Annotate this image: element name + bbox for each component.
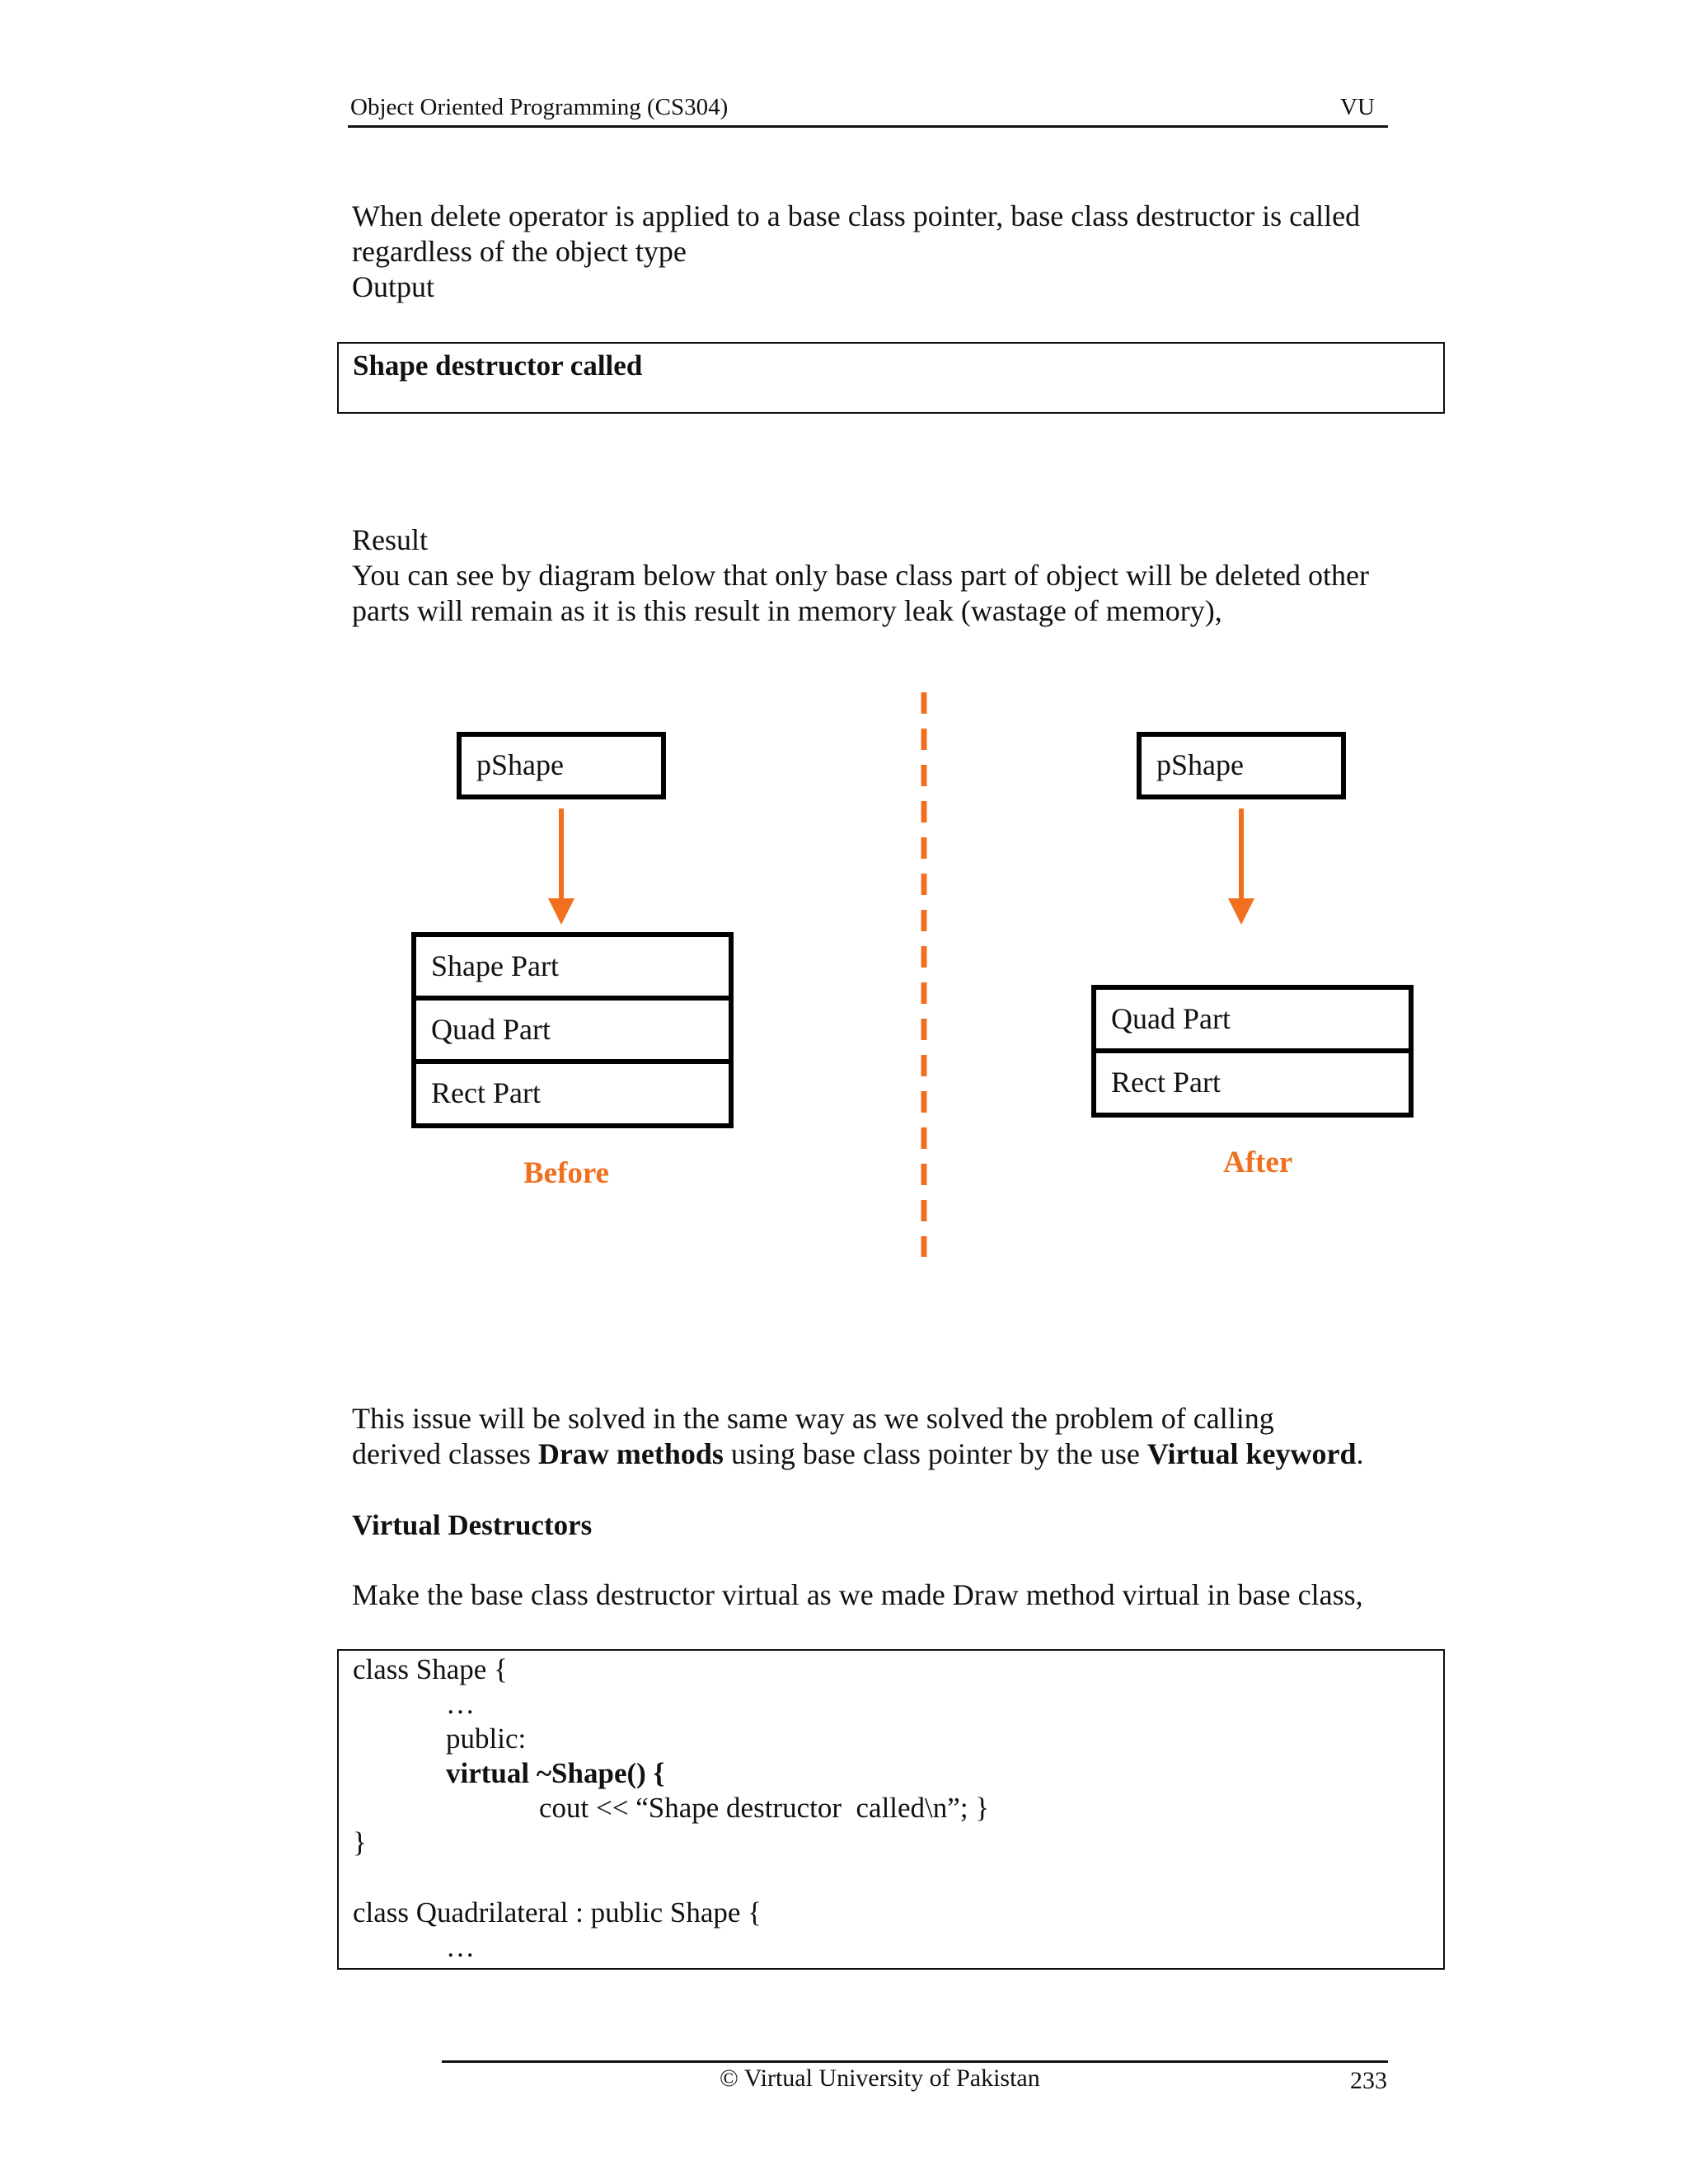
- header-institution: VU: [1340, 94, 1375, 120]
- code-line: class Shape {: [353, 1653, 508, 1685]
- intro-line-2: regardless of the object type: [352, 235, 687, 268]
- before-shape-part: Shape Part: [416, 937, 729, 1001]
- before-pointer-label: pShape: [476, 748, 564, 781]
- output-label: Output: [352, 270, 435, 303]
- page-number: 233: [1350, 2067, 1387, 2094]
- solution-line-1: This issue will be solved in the same way as we solved the problem of calling: [352, 1402, 1274, 1435]
- intro-line-1: When delete operator is applied to a base class pointer, base class destructor is called: [352, 199, 1361, 232]
- before-rect-part: Rect Part: [431, 1076, 541, 1109]
- before-pointer-arrow: [548, 808, 574, 925]
- footer-copyright: © Virtual University of Pakistan: [720, 2064, 1040, 2092]
- code-line: …: [446, 1688, 475, 1720]
- after-pointer-label: pShape: [1156, 748, 1244, 781]
- output-box: [337, 342, 1445, 414]
- code-line: …: [446, 1931, 475, 1963]
- after-caption: After: [1223, 1146, 1293, 1179]
- solution-line-2: derived classes Draw methods using base class pointer by the use Virtual keyword.: [352, 1437, 1364, 1470]
- after-object-stack: [1091, 985, 1414, 1118]
- after-pointer-box: [1137, 732, 1346, 799]
- virtual-keyword-emphasis: Virtual keyword: [1146, 1437, 1357, 1470]
- result-line-2: parts will remain as it is this result in memory leak (wastage of memory),: [352, 594, 1222, 627]
- code-line: virtual ~Shape() {: [446, 1757, 665, 1789]
- after-quad-part: Quad Part: [1096, 990, 1409, 1053]
- before-quad-part: Quad Part: [416, 1001, 729, 1064]
- header-rule: [348, 125, 1388, 128]
- before-pointer-box: [457, 732, 666, 799]
- header-course-title: Object Oriented Programming (CS304): [350, 94, 729, 120]
- draw-methods-emphasis: Draw methods: [537, 1437, 724, 1470]
- code-line: public:: [446, 1722, 527, 1755]
- code-line: class Quadrilateral : public Shape {: [353, 1896, 762, 1929]
- output-text: Shape destructor called: [353, 349, 643, 382]
- code-line: cout << “Shape destructor called\n”; }: [539, 1792, 990, 1824]
- section-heading: Virtual Destructors: [352, 1509, 593, 1541]
- result-line-1: You can see by diagram below that only base class part of object will be deleted other: [352, 559, 1369, 592]
- after-pointer-arrow: [1228, 808, 1254, 925]
- before-object-stack: [411, 932, 734, 1128]
- after-rect-part: Rect Part: [1111, 1066, 1221, 1099]
- footer-rule: [442, 2060, 1388, 2063]
- result-heading: Result: [352, 523, 429, 556]
- before-caption: Before: [523, 1156, 610, 1190]
- code-block: [337, 1649, 1445, 1970]
- code-line: }: [353, 1826, 367, 1858]
- section-text: Make the base class destructor virtual as we made Draw method virtual in base class,: [352, 1578, 1363, 1611]
